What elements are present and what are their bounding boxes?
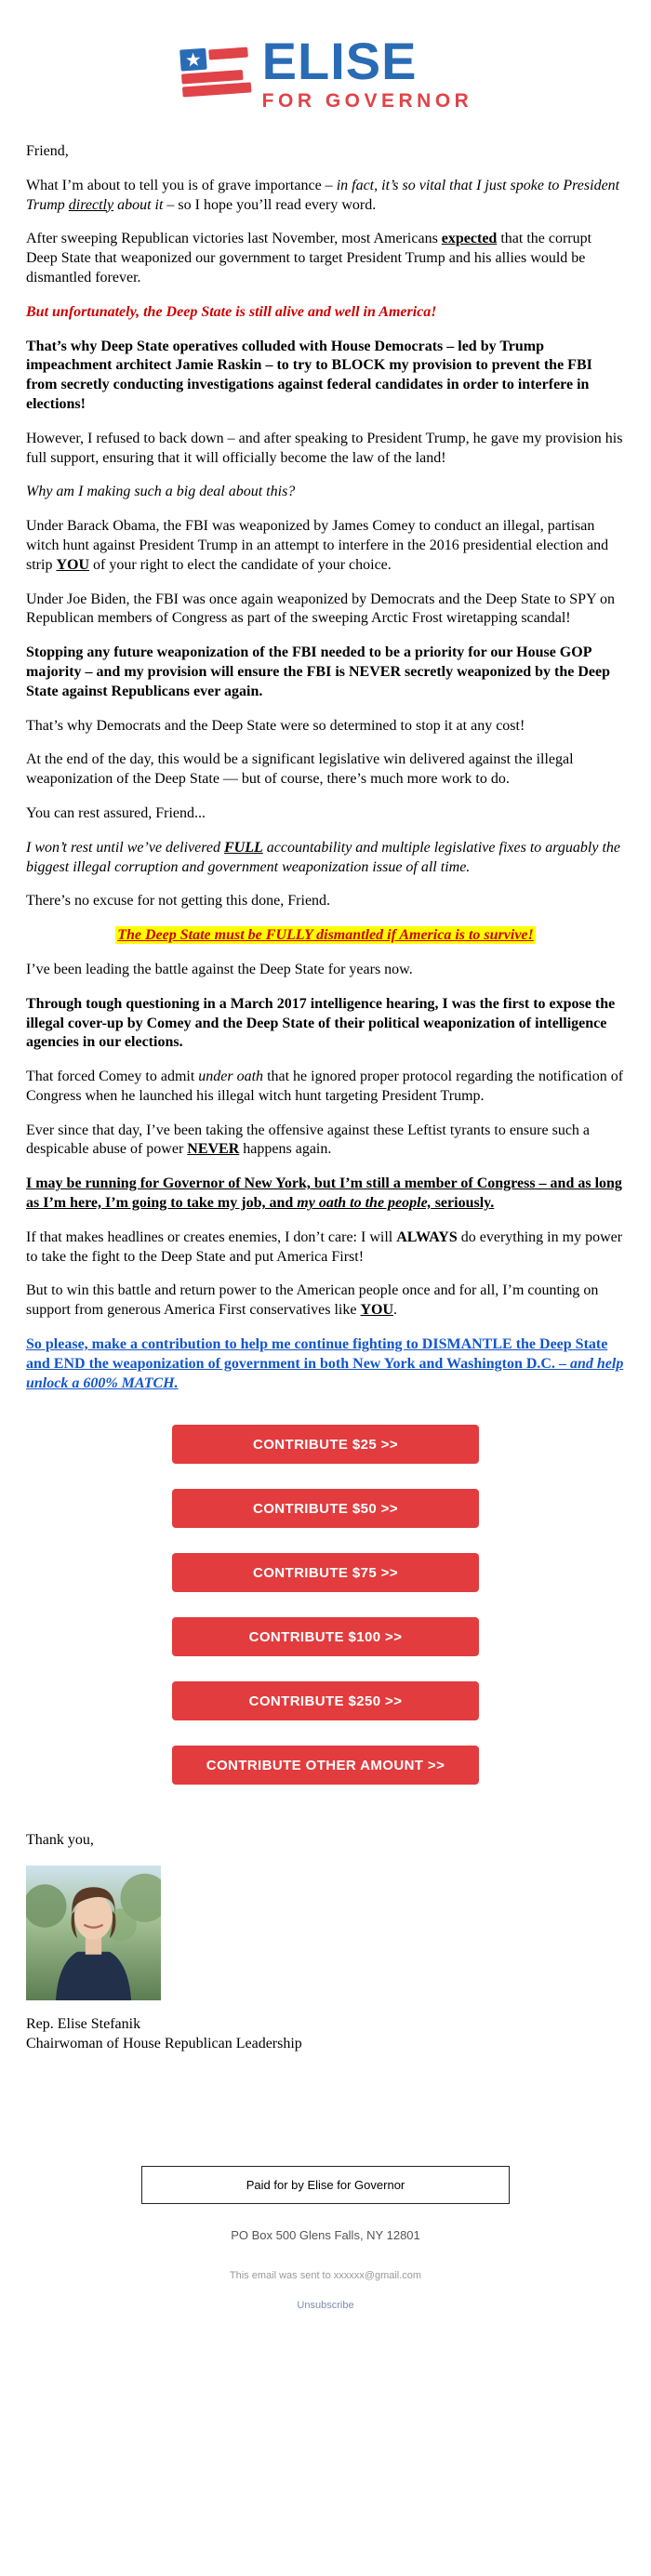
paragraph — [26, 1175, 625, 1214]
text-segment: So please, make a contribution to help me continue fighting to DISMANTLE the Deep State and END the weaponization of government in both New York and Washington D.C. – — [26, 1336, 608, 1372]
text-segment: – so I hope you’ll read every word. — [163, 196, 377, 213]
text-segment: The Deep State must be FULLY dismantled if America is to survive! — [117, 927, 534, 944]
paragraph — [26, 483, 625, 502]
paragraph — [26, 430, 625, 469]
text-segment: my oath to the people, — [297, 1195, 432, 1212]
text-segment: After sweeping Republican victories last November, most Americans — [26, 231, 442, 247]
paragraph — [26, 1281, 625, 1321]
paragraph — [26, 839, 625, 878]
text-segment: But to win this battle and return power to the American people once and for all, I’m counting on support from generous America First conservatives like — [26, 1282, 599, 1319]
text-segment: accountability and multiple legislative fixes to arguably the biggest illegal corruption and government weaponization issue of all time. — [26, 839, 620, 875]
text-segment: Why am I making such a big deal about this? — [26, 484, 296, 500]
text-segment: What I’m about to tell you is of grave importance – — [26, 177, 337, 193]
text-segment: I’ve been leading the battle against the Deep State for years now. — [26, 961, 413, 977]
flag-e-icon — [179, 46, 253, 101]
paragraph — [26, 338, 625, 415]
email-body — [26, 142, 625, 1393]
contribute-250-button[interactable]: CONTRIBUTE $250 >> — [172, 1681, 479, 1720]
contribute-50-button[interactable]: CONTRIBUTE $50 >> — [172, 1489, 479, 1528]
paragraph — [26, 1335, 625, 1393]
text-segment: YOU — [360, 1302, 394, 1319]
paragraph — [26, 644, 625, 701]
signature-block — [26, 1831, 625, 2053]
unsubscribe-link[interactable]: Unsubscribe — [297, 2299, 354, 2311]
text-segment: At the end of the day, this would be a significant legislative win delivered against the illegal weaponization of the Deep State — but of course, there’s much more work to do. — [26, 751, 574, 788]
mailing-address: PO Box 500 Glens Falls, NY 12801 — [231, 2227, 420, 2242]
paragraph — [26, 230, 625, 287]
sent-to-text: This email was sent to xxxxxx@gmail.com — [229, 2269, 422, 2281]
text-segment: expected — [441, 231, 498, 247]
text-segment: and help unlock a 600% MATCH. — [26, 1355, 624, 1391]
text-segment: happens again. — [239, 1141, 332, 1158]
paragraph — [26, 995, 625, 1053]
paragraph — [26, 1228, 625, 1268]
text-segment: Under Barack Obama, the FBI was weaponized by James Comey to conduct an illegal, partisan witch hunt against President Trump in an attempt to interfere in the 2016 presidential election and strip — [26, 518, 609, 573]
text-segment: That’s why Deep State operatives colluded with House Democrats – led by Trump impeachment architect Jamie Raskin – to try to BLOCK my provision to prevent the FBI from secretly conducting investigations against federal candidates in order to interfere in elections! — [26, 338, 592, 412]
paragraph — [26, 591, 625, 630]
text-segment: That forced Comey to admit — [26, 1069, 199, 1085]
text-segment: about it — [113, 196, 164, 213]
paragraph — [26, 892, 625, 911]
thank-you-text: Thank you, — [26, 1832, 94, 1849]
contribute-button-group — [26, 1425, 625, 1785]
logo-text — [261, 32, 473, 112]
text-segment: that he ignored proper protocol regarding the notification of Congress when he launched his illegal witch hunt targeting President Trump. — [26, 1069, 624, 1104]
paragraph — [26, 517, 625, 575]
paragraph — [26, 717, 625, 737]
contribute-25-button[interactable]: CONTRIBUTE $25 >> — [172, 1425, 479, 1464]
paid-for-disclaimer: Paid for by Elise for Governor — [141, 2166, 510, 2204]
text-segment: I won’t rest until we’ve delivered — [26, 839, 224, 856]
text-segment: directly — [68, 196, 114, 213]
text-segment: . — [393, 1302, 398, 1319]
text-segment: NEVER — [187, 1141, 240, 1158]
paragraph — [26, 926, 625, 946]
paragraph — [26, 142, 625, 162]
text-segment: seriously. — [431, 1195, 495, 1212]
sender-name: Rep. Elise Stefanik — [26, 2016, 141, 2033]
text-segment: You can rest assured, Friend... — [26, 804, 206, 821]
text-segment: of your right to elect the candidate of your choice. — [89, 556, 392, 573]
logo-name: ELISE — [261, 32, 418, 90]
text-segment: YOU — [56, 556, 90, 573]
text-segment: But unfortunately, the Deep State is still alive and well in America! — [26, 303, 437, 320]
sender-title: Chairwoman of House Republican Leadership — [26, 2036, 302, 2052]
paragraph — [26, 961, 625, 980]
text-segment: Under Joe Biden, the FBI was once again weaponized by Democrats and the Deep State to SPY on Republican members of Congress as part of the sweeping Arctic Frost wiretapping scandal! — [26, 591, 616, 627]
text-segment: FULL — [223, 839, 263, 856]
paragraph — [26, 750, 625, 790]
paragraph — [26, 177, 625, 216]
text-segment: However, I refused to back down – and after speaking to President Trump, he gave my provision his full support, ensuring that it will officially become the law of the land! — [26, 430, 623, 466]
paragraph — [26, 1068, 625, 1107]
contribute-75-button[interactable]: CONTRIBUTE $75 >> — [172, 1553, 479, 1592]
text-segment: Through tough questioning in a March 2017 intelligence hearing, I was the first to expose the illegal cover-up by Comey and the Deep State of their political weaponization of intelligence agencies in our elections. — [26, 995, 616, 1051]
text-segment: that the corrupt Deep State that weaponized our government to target President Trump and his allies would be dismantled forever. — [26, 231, 592, 285]
paragraph — [26, 1122, 625, 1161]
text-segment: ALWAYS — [396, 1228, 458, 1245]
paragraph — [26, 303, 625, 323]
text-segment: Stopping any future weaponization of the FBI needed to be a priority for our House GOP majority – and my provision will ensure the FBI is NEVER secretly weaponized by the Deep State against Republicans ever again. — [26, 644, 610, 699]
text-segment: Ever since that day, I’ve been taking the offensive against these Leftist tyrants to ensure such a despicable abuse of power — [26, 1122, 591, 1158]
text-segment: Friend, — [26, 143, 69, 159]
paragraph — [26, 804, 625, 824]
contribute-other-button[interactable]: CONTRIBUTE OTHER AMOUNT >> — [172, 1746, 479, 1785]
text-segment: in fact, it’s so vital that I just spoke to President Trump — [26, 177, 620, 213]
email-footer — [26, 2166, 625, 2313]
text-segment: I may be running for Governor of New York, but I’m still a member of Congress – and as long as I’m here, I’m going to take my job, and — [26, 1175, 622, 1212]
text-segment: do everything in my power to take the fight to the Deep State and put America First! — [26, 1228, 623, 1265]
logo-subtitle: FOR GOVERNOR — [261, 90, 473, 112]
text-segment: under oath — [198, 1069, 264, 1085]
campaign-logo — [26, 32, 625, 112]
elise-stefanik-photo — [26, 1866, 161, 2000]
contribute-100-button[interactable]: CONTRIBUTE $100 >> — [172, 1617, 479, 1656]
text-segment: That’s why Democrats and the Deep State were so determined to stop it at any cost! — [26, 717, 525, 734]
text-segment: If that makes headlines or creates enemies, I don’t care: I will — [26, 1228, 397, 1245]
text-segment: There’s no excuse for not getting this done, Friend. — [26, 893, 331, 910]
